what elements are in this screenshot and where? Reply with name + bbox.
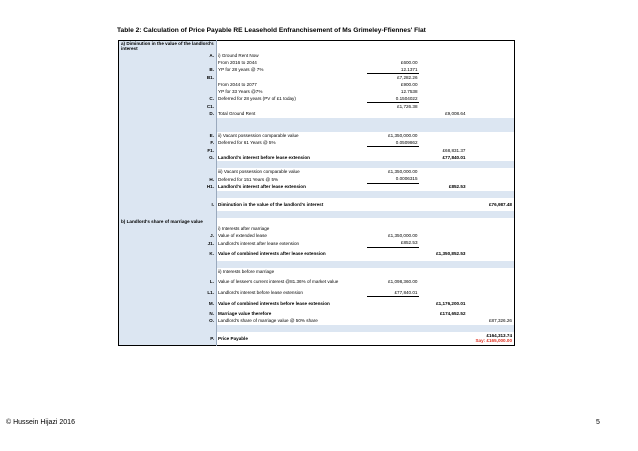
- row-label: E.: [119, 132, 217, 139]
- value-col-1: [367, 154, 419, 161]
- table-row: [119, 218, 515, 225]
- table-row: [119, 74, 515, 82]
- row-label: O.: [119, 318, 217, 325]
- value-col-1: £1,350,000.00: [367, 168, 419, 175]
- table-row: [119, 66, 515, 74]
- table-row: [119, 289, 515, 297]
- row-label: [119, 268, 217, 275]
- value-col-2: [419, 218, 467, 225]
- value-col-2: [419, 261, 467, 268]
- row-label: H1.: [119, 183, 217, 191]
- row-description: Deferred for 151 Years @ 5%: [217, 175, 367, 183]
- row-description: i) Ground Rent Now: [217, 52, 367, 59]
- copyright-footer: © Hussein Hijazi 2016: [6, 419, 75, 426]
- value-col-3: [467, 111, 515, 118]
- value-col-2: [419, 232, 467, 239]
- table-row: [119, 275, 515, 289]
- table-row: [119, 147, 515, 155]
- table-row: [119, 125, 515, 132]
- value-col-1: [367, 111, 419, 118]
- value-col-1: [367, 41, 419, 52]
- value-col-3: [467, 118, 515, 125]
- value-col-3: [467, 74, 515, 82]
- row-label: a) Diminution in the value of the landlord's interest: [119, 41, 217, 52]
- rounded-price: Say: £165,000.00: [475, 338, 512, 344]
- value-col-3: [467, 103, 515, 111]
- row-description: Value of lessee's current interest @81.36% of market value: [217, 275, 367, 289]
- value-col-3: [467, 81, 515, 88]
- value-col-1: [367, 296, 419, 310]
- value-col-2: [419, 125, 467, 132]
- value-col-2: [419, 41, 467, 52]
- value-col-2: £852.53: [419, 183, 467, 191]
- row-description: i) Interests after marriage: [217, 225, 367, 232]
- value-col-1: [367, 147, 419, 155]
- value-col-2: [419, 66, 467, 74]
- table-row: [119, 139, 515, 147]
- row-description: [217, 191, 367, 198]
- value-col-3: [467, 66, 515, 74]
- row-description: iii) Vacant possession comparable value: [217, 168, 367, 175]
- table-row: [119, 88, 515, 95]
- value-col-2: [419, 268, 467, 275]
- table-row: [119, 310, 515, 317]
- table-row: [119, 268, 515, 275]
- table-row: [119, 161, 515, 168]
- value-col-3: [467, 325, 515, 332]
- value-col-3: [467, 211, 515, 218]
- row-label: M.: [119, 296, 217, 310]
- row-description: From 2016 to 2044: [217, 59, 367, 66]
- table-row: [119, 211, 515, 218]
- value-col-3: [467, 240, 515, 248]
- row-description: [217, 118, 367, 125]
- table-row: [119, 81, 515, 88]
- value-col-1: 12.1371: [367, 66, 419, 74]
- row-description: [217, 41, 367, 52]
- value-col-3: [467, 175, 515, 183]
- value-col-1: £852.53: [367, 240, 419, 248]
- value-col-2: [419, 161, 467, 168]
- table-row: [119, 103, 515, 111]
- page-title: Table 2: Calculation of Price Payable RE Leasehold Enfranchisement of Ms Grimeley-Ffiennes' Flat: [117, 27, 426, 34]
- row-label: b) Landlord's share of marriage value: [119, 218, 217, 225]
- row-label: [119, 88, 217, 95]
- value-col-2: £9,008.64: [419, 111, 467, 118]
- value-col-3: [467, 88, 515, 95]
- value-col-3: £87,326.26: [467, 318, 515, 325]
- value-col-3: [467, 52, 515, 59]
- row-description: Landlord's interest before lease extension: [217, 154, 367, 161]
- value-col-1: [367, 318, 419, 325]
- value-col-2: £68,831.37: [419, 147, 467, 155]
- row-description: [217, 261, 367, 268]
- value-col-3: [467, 125, 515, 132]
- value-col-1: [367, 191, 419, 198]
- table-row: [119, 332, 515, 346]
- row-description: Value of extended lease: [217, 232, 367, 239]
- row-description: Value of combined interests after lease extension: [217, 247, 367, 261]
- value-col-1: £77,840.01: [367, 289, 419, 297]
- row-description: Value of combined interests before lease extension: [217, 296, 367, 310]
- table-row: [119, 52, 515, 59]
- table-row: [119, 225, 515, 232]
- row-label: A.: [119, 52, 217, 59]
- row-description: Total Ground Rent: [217, 111, 367, 118]
- value-col-2: [419, 225, 467, 232]
- value-col-2: £77,840.01: [419, 154, 467, 161]
- page-number: 5: [596, 419, 600, 426]
- row-label: F1.: [119, 147, 217, 155]
- value-col-3: [467, 147, 515, 155]
- row-description: From 2044 to 2077: [217, 81, 367, 88]
- row-label: [119, 168, 217, 175]
- value-col-3: [467, 191, 515, 198]
- row-description: YP for 33 Years @7%: [217, 88, 367, 95]
- row-label: D.: [119, 111, 217, 118]
- value-col-1: [367, 332, 419, 346]
- value-col-3: [467, 232, 515, 239]
- row-description: Landlord's interest after lease extension: [217, 240, 367, 248]
- row-description: Landlord's share of marriage value @ 50% share: [217, 318, 367, 325]
- value-col-3: [467, 296, 515, 310]
- value-col-2: [419, 289, 467, 297]
- row-label: N.: [119, 310, 217, 317]
- value-col-2: [419, 132, 467, 139]
- table-row: [119, 318, 515, 325]
- table-row: [119, 247, 515, 261]
- value-col-3: [467, 225, 515, 232]
- row-description: [217, 103, 367, 111]
- row-description: Price Payable: [217, 332, 367, 346]
- row-label: [119, 211, 217, 218]
- row-label: B.: [119, 66, 217, 74]
- row-label: [119, 118, 217, 125]
- row-label: L.: [119, 275, 217, 289]
- value-col-3: [467, 59, 515, 66]
- row-description: YP for 28 years @ 7%: [217, 66, 367, 74]
- row-label: B1.: [119, 74, 217, 82]
- table-row: [119, 240, 515, 248]
- row-description: Diminution in the value of the landlord's interest: [217, 198, 367, 212]
- row-description: [217, 161, 367, 168]
- value-col-3: [467, 41, 515, 52]
- row-description: [217, 211, 367, 218]
- value-col-2: [419, 325, 467, 332]
- row-description: Landlord's interest after lease extension: [217, 183, 367, 191]
- value-col-3: [467, 183, 515, 191]
- value-col-3: [467, 289, 515, 297]
- row-description: [217, 147, 367, 155]
- row-label: F.: [119, 139, 217, 147]
- price-calculation-table: [118, 40, 515, 346]
- value-col-1: [367, 261, 419, 268]
- row-description: Landlord's interest before lease extension: [217, 289, 367, 297]
- row-label: [119, 225, 217, 232]
- value-col-3: [467, 168, 515, 175]
- value-col-3: [467, 310, 515, 317]
- value-col-2: [419, 103, 467, 111]
- value-col-1: [367, 198, 419, 212]
- row-label: H.: [119, 175, 217, 183]
- value-col-3: [467, 247, 515, 261]
- value-col-3: [467, 132, 515, 139]
- row-description: ii) Vacant possession comparable value: [217, 132, 367, 139]
- value-col-2: [419, 168, 467, 175]
- value-col-3: [467, 154, 515, 161]
- value-col-1: [367, 183, 419, 191]
- value-col-1: [367, 247, 419, 261]
- value-col-2: [419, 240, 467, 248]
- row-description: [217, 218, 367, 225]
- row-label: C.: [119, 95, 217, 103]
- row-label: [119, 59, 217, 66]
- table-row: [119, 154, 515, 161]
- value-col-1: [367, 268, 419, 275]
- value-col-2: £1,350,852.53: [419, 247, 467, 261]
- table-row: [119, 198, 515, 212]
- price-payable-value: £164,313.74: [486, 333, 512, 339]
- value-col-3: [467, 161, 515, 168]
- table-row: [119, 261, 515, 268]
- row-description: Deferred for 61 Years @ 5%: [217, 139, 367, 147]
- row-label: J1.: [119, 240, 217, 248]
- value-col-2: [419, 118, 467, 125]
- table-row: [119, 95, 515, 103]
- value-col-3: [467, 332, 515, 346]
- value-col-1: £1,726.38: [367, 103, 419, 111]
- table-row: [119, 232, 515, 239]
- row-label: C1.: [119, 103, 217, 111]
- value-col-1: £1,350,000.00: [367, 232, 419, 239]
- value-col-3: £76,987.48: [467, 198, 515, 212]
- table-row: [119, 41, 515, 52]
- value-col-1: £600.00: [367, 59, 419, 66]
- value-col-1: 0.1504022: [367, 95, 419, 103]
- row-label: K.: [119, 247, 217, 261]
- value-col-2: [419, 95, 467, 103]
- value-col-2: £1,176,200.01: [419, 296, 467, 310]
- value-col-2: [419, 88, 467, 95]
- row-description: [217, 125, 367, 132]
- value-col-2: [419, 52, 467, 59]
- value-col-2: [419, 175, 467, 183]
- row-label: [119, 325, 217, 332]
- row-label: [119, 81, 217, 88]
- value-col-3: [467, 95, 515, 103]
- value-col-1: 0.0006315: [367, 175, 419, 183]
- row-label: [119, 125, 217, 132]
- row-label: [119, 261, 217, 268]
- row-label: L1.: [119, 289, 217, 297]
- row-label: P.: [119, 332, 217, 346]
- row-description: ii) Interests before marriage: [217, 268, 367, 275]
- value-col-1: [367, 52, 419, 59]
- value-col-2: [419, 81, 467, 88]
- value-col-3: [467, 261, 515, 268]
- table-row: [119, 296, 515, 310]
- value-col-1: £1,350,000.00: [367, 132, 419, 139]
- value-col-2: [419, 139, 467, 147]
- row-description: [217, 325, 367, 332]
- row-label: [119, 191, 217, 198]
- value-col-2: [419, 74, 467, 82]
- table-row: [119, 191, 515, 198]
- row-description: Deferred for 28 years (PV of £1 today): [217, 95, 367, 103]
- value-col-1: 12.7538: [367, 88, 419, 95]
- row-description: Marriage value therefore: [217, 310, 367, 317]
- table-row: [119, 168, 515, 175]
- row-label: G.: [119, 154, 217, 161]
- value-col-1: [367, 225, 419, 232]
- table-row: [119, 59, 515, 66]
- value-col-2: [419, 318, 467, 325]
- row-label: I.: [119, 198, 217, 212]
- value-col-3: [467, 139, 515, 147]
- value-col-1: [367, 161, 419, 168]
- value-col-2: [419, 191, 467, 198]
- value-col-3: [467, 268, 515, 275]
- value-col-1: £7,282.26: [367, 74, 419, 82]
- value-col-1: [367, 310, 419, 317]
- table-row: [119, 325, 515, 332]
- value-col-1: [367, 211, 419, 218]
- value-col-3: [467, 275, 515, 289]
- row-label: J.: [119, 232, 217, 239]
- value-col-2: [419, 211, 467, 218]
- table-row: [119, 118, 515, 125]
- row-description: [217, 74, 367, 82]
- value-col-2: [419, 59, 467, 66]
- value-col-2: [419, 275, 467, 289]
- value-col-1: [367, 325, 419, 332]
- value-col-1: £900.00: [367, 81, 419, 88]
- table-row: [119, 183, 515, 191]
- value-col-1: [367, 218, 419, 225]
- value-col-3: [467, 218, 515, 225]
- value-col-2: [419, 198, 467, 212]
- value-col-1: [367, 125, 419, 132]
- value-col-2: £174,652.52: [419, 310, 467, 317]
- value-col-1: 0.0509862: [367, 139, 419, 147]
- value-col-2: [419, 332, 467, 346]
- table-row: [119, 132, 515, 139]
- value-col-1: £1,098,360.00: [367, 275, 419, 289]
- table-row: [119, 175, 515, 183]
- table-row: [119, 111, 515, 118]
- row-label: [119, 161, 217, 168]
- value-col-1: [367, 118, 419, 125]
